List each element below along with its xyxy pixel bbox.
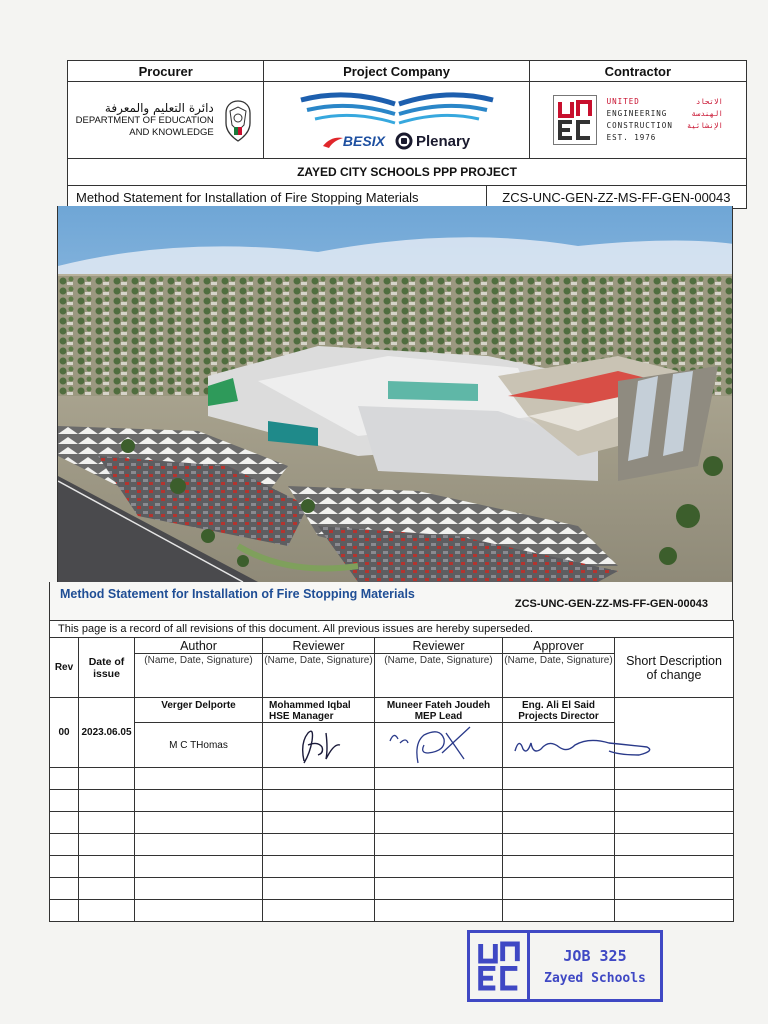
procurer-logo-cell [68, 82, 264, 158]
reviewer-1-cell [263, 698, 375, 723]
caption-band [49, 582, 733, 620]
open-book-icon [297, 90, 497, 130]
adek-logo [76, 97, 256, 143]
plenary-ring-icon [395, 132, 413, 150]
project-company-label: Project Company [264, 61, 529, 81]
school-campus-rendering [57, 206, 733, 582]
contractor-label: Contractor [604, 63, 672, 79]
subheader-approver: (Name, Date, Signature) [503, 654, 615, 698]
contractor-line1-ar: الاتحاد [695, 97, 723, 106]
signature-icon [384, 723, 494, 767]
subheader-author: (Name, Date, Signature) [135, 654, 263, 698]
table-row [50, 812, 734, 834]
header-approver: Approver [503, 638, 615, 654]
subheader-reviewer-2: (Name, Date, Signature) [375, 654, 503, 698]
contractor-logo-cell [530, 82, 746, 158]
besix-wing-icon [323, 136, 343, 148]
header-reviewer-2: Reviewer [375, 638, 503, 654]
approver-signature [503, 723, 615, 768]
author-sub: M C THomas [135, 723, 263, 768]
project-company-logo [297, 90, 497, 150]
table-header-row [50, 638, 734, 654]
unec-mark-icon [553, 95, 597, 145]
job-stamp [467, 930, 663, 1002]
adek-english-name-2: AND KNOWLEDGE [129, 126, 214, 138]
contractor-line1-en: UNITED [606, 97, 640, 106]
header-author: Author [135, 638, 263, 654]
contractor-line2-ar: الهندسة [691, 109, 723, 118]
reviewer-2-name: Muneer Fateh Joudeh [386, 700, 491, 711]
project-title-row [68, 159, 746, 186]
plenary-logo: Plenary [395, 132, 470, 150]
contractor-line4-en: EST. 1976 [606, 133, 657, 142]
document-code: ZCS-UNC-GEN-ZZ-MS-FF-GEN-00043 [502, 189, 731, 205]
contractor-line2-en: ENGINEERING [606, 109, 668, 118]
method-statement-code: ZCS-UNC-GEN-ZZ-MS-FF-GEN-00043 [514, 598, 708, 610]
approver-cell [503, 698, 615, 723]
falcon-emblem-icon [220, 97, 256, 143]
table-row [50, 768, 734, 790]
procurer-label: Procurer [68, 61, 264, 81]
signature-icon [509, 725, 659, 765]
header-logos-row [68, 82, 746, 159]
author-name: Verger Delporte [135, 698, 263, 723]
header-date: Date of issue [79, 638, 135, 698]
signature-icon [274, 723, 364, 767]
row-date: 2023.06.05 [79, 698, 135, 768]
header-labels-row [68, 61, 746, 82]
table-row [50, 878, 734, 900]
document-header [67, 60, 747, 209]
project-company-logo-cell [264, 82, 529, 158]
besix-logo: BESIX [323, 133, 385, 149]
method-statement-title: Method Statement for Installation of Fire Stopping Materials [60, 587, 415, 601]
reviewer-2-signature [375, 723, 503, 768]
stamp-project-name: Zayed Schools [544, 970, 646, 986]
table-row [50, 698, 734, 723]
revision-note: This page is a record of all revisions of this document. All previous issues are hereby superseded. [50, 621, 734, 638]
project-title: ZAYED CITY SCHOOLS PPP PROJECT [297, 165, 517, 179]
document-title: Method Statement for Installation of Fire Stopping Materials [68, 186, 487, 208]
reviewer-2-role: MEP Lead [414, 711, 463, 722]
document-title-row [68, 186, 746, 208]
signature-row [50, 723, 734, 768]
adek-english-name-1: DEPARTMENT OF EDUCATION [75, 114, 214, 126]
reviewer-2-cell [375, 698, 503, 723]
header-rev: Rev [50, 638, 79, 698]
approver-name: Eng. Ali El Said [522, 700, 595, 711]
table-row [50, 834, 734, 856]
table-row [50, 900, 734, 922]
adek-arabic-name: دائرة التعليم والمعرفة [104, 100, 214, 115]
approver-role: Projects Director [518, 711, 599, 722]
table-row [50, 790, 734, 812]
row-rev: 00 [50, 698, 79, 768]
header-description: Short Description of change [615, 638, 734, 698]
unec-logo [553, 95, 723, 145]
reviewer-1-name: Mohammed Iqbal [269, 700, 351, 711]
reviewer-1-signature [263, 723, 375, 768]
contractor-line3-en: CONSTRUCTION [606, 121, 673, 130]
unec-stamp-icon [470, 933, 530, 999]
revision-record-table [49, 620, 734, 922]
table-row [50, 856, 734, 878]
reviewer-1-role: HSE Manager [269, 711, 334, 722]
header-reviewer-1: Reviewer [263, 638, 375, 654]
stamp-job-number: JOB 325 [563, 946, 627, 965]
subheader-reviewer-1: (Name, Date, Signature) [263, 654, 375, 698]
contractor-line3-ar: الإنشائية [686, 121, 723, 130]
